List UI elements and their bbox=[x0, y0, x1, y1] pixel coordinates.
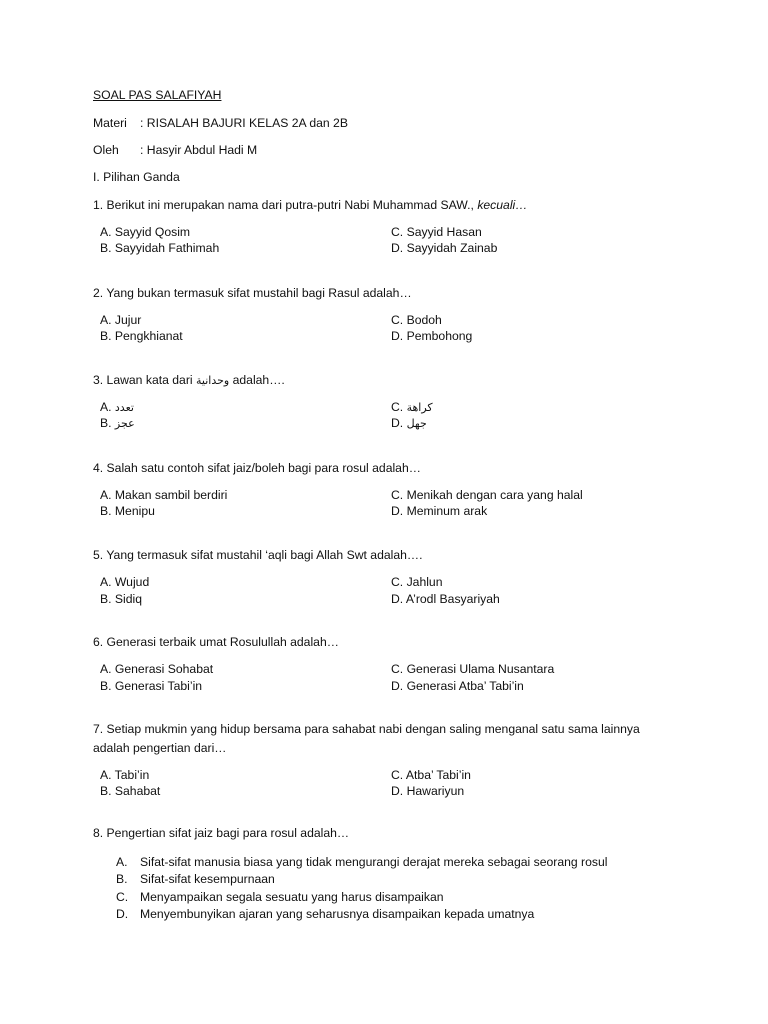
q1-option-a: A. Sayyid Qosim bbox=[100, 225, 191, 239]
q6-option-c: C. Generasi Ulama Nusantara bbox=[391, 662, 555, 676]
q1-option-b: B. Sayyidah Fathimah bbox=[100, 241, 220, 255]
q8-option-b bbox=[116, 872, 275, 886]
q2-option-d: D. Pembohong bbox=[391, 329, 473, 343]
q7-option-c: C. Atba’ Tabi’in bbox=[391, 768, 471, 782]
materi-line bbox=[93, 116, 348, 130]
q1-option-d: D. Sayyidah Zainab bbox=[391, 241, 498, 255]
q8-option-b-text: Sifat-sifat kesempurnaan bbox=[140, 872, 275, 886]
q3-option-d-arabic: جهل bbox=[406, 417, 427, 430]
question-1-italic: kecuali… bbox=[477, 198, 528, 212]
q8-option-c-letter: C. bbox=[116, 890, 129, 904]
q3-option-c-arabic: كراهة bbox=[406, 401, 433, 414]
q5-option-d: D. A’rodl Basyariyah bbox=[391, 592, 500, 606]
q3-option-b bbox=[100, 416, 135, 430]
section-heading: I. Pilihan Ganda bbox=[93, 170, 180, 184]
question-3-before: 3. Lawan kata dari bbox=[93, 373, 196, 387]
materi-label: Materi bbox=[93, 116, 127, 130]
q8-option-a-text: Sifat-sifat manusia biasa yang tidak mengurangi derajat mereka sebagai seorang rosul bbox=[140, 855, 608, 869]
q8-option-c-text: Menyampaikan segala sesuatu yang harus disampaikan bbox=[140, 890, 444, 904]
q3-option-b-arabic: عجز bbox=[114, 417, 135, 430]
q6-option-a: A. Generasi Sohabat bbox=[100, 662, 214, 676]
q4-option-a: A. Makan sambil berdiri bbox=[100, 488, 228, 502]
q8-option-d-letter: D. bbox=[116, 907, 129, 921]
q3-option-a bbox=[100, 400, 134, 414]
oleh-value: : Hasyir Abdul Hadi M bbox=[140, 143, 258, 157]
oleh-label: Oleh bbox=[93, 143, 119, 157]
question-4-text: 4. Salah satu contoh sifat jaiz/boleh bagi para rosul adalah… bbox=[93, 461, 421, 475]
q8-option-d-text: Menyembunyikan ajaran yang seharusnya disampaikan kepada umatnya bbox=[140, 907, 535, 921]
question-5-text: 5. Yang termasuk sifat mustahil ‘aqli bagi Allah Swt adalah…. bbox=[93, 548, 423, 562]
q5-option-a: A. Wujud bbox=[100, 575, 150, 589]
question-7-text-line-2: adalah pengertian dari… bbox=[93, 741, 227, 755]
q3-option-a-letter: A. bbox=[100, 400, 115, 414]
q3-option-c bbox=[391, 400, 433, 414]
q5-option-c: C. Jahlun bbox=[391, 575, 443, 589]
q7-option-d: D. Hawariyun bbox=[391, 784, 465, 798]
q8-option-a bbox=[116, 855, 607, 869]
q2-option-a: A. Jujur bbox=[100, 313, 142, 327]
question-7-text-line-1: 7. Setiap mukmin yang hidup bersama para sahabat nabi dengan saling menganal satu sama lainnya bbox=[93, 722, 640, 736]
q7-option-b: B. Sahabat bbox=[100, 784, 161, 798]
question-8-text: 8. Pengertian sifat jaiz bagi para rosul adalah… bbox=[93, 826, 350, 840]
question-2-text: 2. Yang bukan termasuk sifat mustahil bagi Rasul adalah… bbox=[93, 286, 412, 300]
question-1-main: 1. Berikut ini merupakan nama dari putra-putri Nabi Muhammad SAW., bbox=[93, 198, 478, 212]
q4-option-c: C. Menikah dengan cara yang halal bbox=[391, 488, 583, 502]
q8-option-c bbox=[116, 890, 444, 904]
q3-option-d-letter: D. bbox=[391, 416, 407, 430]
q2-option-c: C. Bodoh bbox=[391, 313, 442, 327]
question-3-text bbox=[93, 373, 285, 387]
question-1-text bbox=[93, 198, 527, 212]
q4-option-b: B. Menipu bbox=[100, 504, 155, 518]
q3-option-c-letter: C. bbox=[391, 400, 407, 414]
question-3-after: adalah…. bbox=[229, 373, 285, 387]
oleh-line bbox=[93, 143, 257, 157]
q8-option-a-letter: A. bbox=[116, 855, 128, 869]
materi-value: : RISALAH BAJURI KELAS 2A dan 2B bbox=[140, 116, 348, 130]
q2-option-b: B. Pengkhianat bbox=[100, 329, 183, 343]
question-3-arabic-word: وحدانية bbox=[195, 374, 230, 387]
question-6-text: 6. Generasi terbaik umat Rosulullah adalah… bbox=[93, 635, 339, 649]
q1-option-c: C. Sayyid Hasan bbox=[391, 225, 482, 239]
q3-option-a-arabic: تعدد bbox=[114, 401, 134, 414]
q6-option-b: B. Generasi Tabi’in bbox=[100, 679, 203, 693]
q4-option-d: D. Meminum arak bbox=[391, 504, 488, 518]
q8-option-d bbox=[116, 907, 534, 921]
q3-option-d bbox=[391, 416, 427, 430]
q7-option-a: A. Tabi’in bbox=[100, 768, 150, 782]
q3-option-b-letter: B. bbox=[100, 416, 115, 430]
q6-option-d: D. Generasi Atba’ Tabi’in bbox=[391, 679, 524, 693]
q5-option-b: B. Sidiq bbox=[100, 592, 143, 606]
document-title: SOAL PAS SALAFIYAH bbox=[93, 88, 222, 102]
q8-option-b-letter: B. bbox=[116, 872, 128, 886]
